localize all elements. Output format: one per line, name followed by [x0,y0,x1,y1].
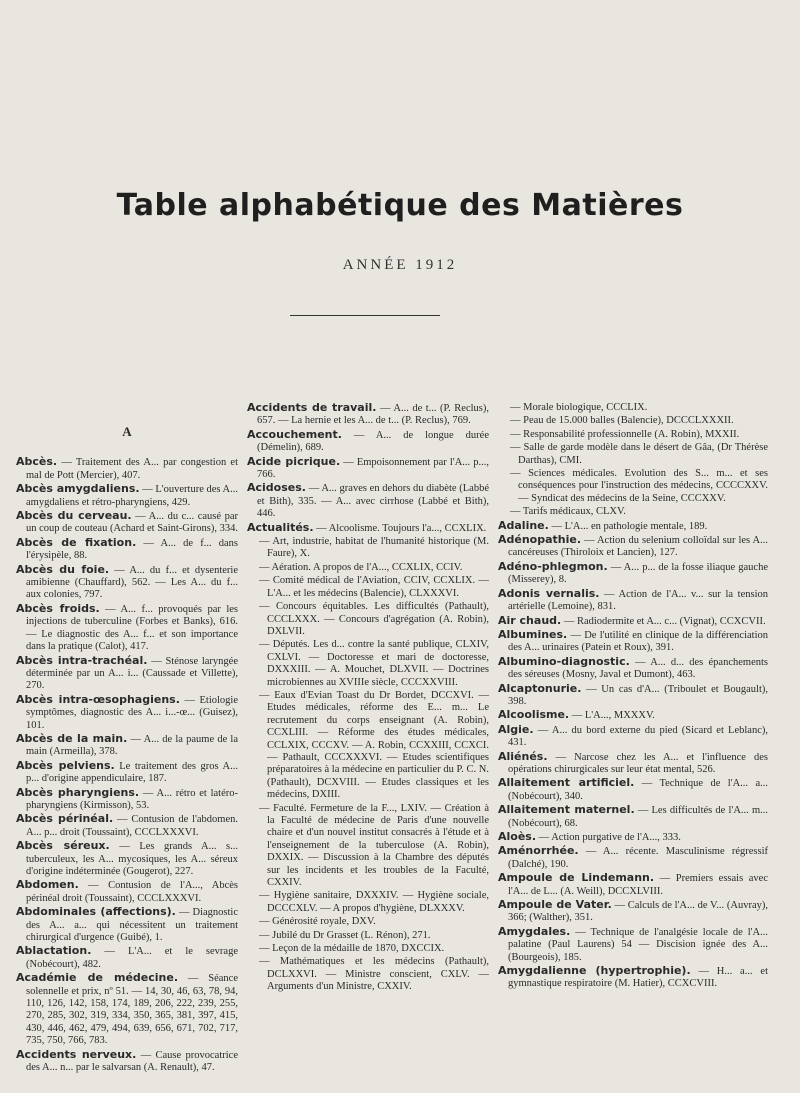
index-entry [16,456,238,482]
entry-body: — De l'utilité en clinique de la différenciation des A... urinaires (Patein et Roux), 391. [508,629,768,654]
index-entry [247,429,489,455]
index-entry [16,787,238,813]
entry-heading: Alcoolisme. [498,708,570,722]
index-entry [16,733,238,759]
entry-body: — Traitement des A... par congestion et mal de Pott (Mercier), 407. [26,457,238,481]
entry-heading: Abcès pharyngiens. [16,785,140,799]
entry-body: — A... du bord externe du pied (Sicard et Leblanc), 431. [508,724,768,749]
index-entry [16,813,238,839]
index-entry [498,683,768,709]
index-entry [247,402,489,428]
entry-heading: Abcès intra-œsophagiens. [16,692,180,706]
index-entry [498,709,768,722]
entry-body: — A... d... des épanchements des séreuses (Mosny, Javal et Dumont), 463. [508,656,768,681]
index-entry [16,1049,238,1075]
index-entry [247,456,489,482]
entry-body: — L'A..., MXXXV. [569,710,655,722]
index-entry [16,603,238,654]
index-entry [498,534,768,560]
entry-heading: Abdomen. [16,878,79,892]
entry-body: — Un cas d'A... (Triboulet et Bougault), 398. [508,683,768,707]
index-entry [16,483,238,509]
entry-heading: Abcès. [16,455,58,469]
entry-heading: Air chaud. [498,613,562,627]
index-subentry: — Faculté. Fermeture de la F..., LXIV. — Création à la Faculté de médecine de Paris d'une nouvelle chaire et d'un nouvel institut consacrés à l'étude et à l'enseignement de la tuberculose (A. Robin), DXXIX. — Discussion à la Chambre des députés sur les incidents et les troubles de la Faculté, CXXIV. [259,802,489,889]
entry-heading: Abcès de fixation. [16,535,137,549]
section-letter: A [122,424,132,439]
entry-body: — Premiers essais avec l'A... de L... (A. Weill), DCCXLVIII. [508,873,768,897]
entry-heading: Ampoule de Vater. [498,898,612,912]
entry-heading: Adéno-phlegmon. [498,559,608,573]
index-subentry: — Peau de 15.000 balles (Balencie), DCCCLXXXII. [510,415,734,427]
entry-heading: Accidents de travail. [247,401,377,414]
entry-body: — L'A... en pathologie mentale, 189. [548,520,708,532]
entry-body: — A... du f... et dysenterie amibienne (Chauffard), 562. — Les A... du f... aux colonies, 797. [26,564,238,601]
entry-body: — Action de l'A... v... sur la tension artérielle (Lemoine), 831. [508,588,768,613]
index-entry [498,588,768,614]
index-subentry: — Hygiène sanitaire, DXXXIV. — Hygiène sociale, DCCCXLV. — A propos d'hygiène, DLXXXV. [259,890,489,914]
index-subentry: — Comité médical de l'Aviation, CCIV, CCXLIX. — L'A... et les médecins (Balencie), CLXXXVI. [259,575,489,599]
entry-heading: Abdominales (affections). [16,905,176,919]
entry-heading: Abcès séreux. [16,839,110,853]
entry-body: — Diagnostic des A... a... qui nécessitent un traitement chirurgical d'urgence (Guibé), 1. [26,907,238,944]
entry-heading: Adénopathie. [498,533,582,547]
index-subentry: — Sciences médicales. Evolution des S... m... et ses conséquences pour l'instruction des médecins, CCCCXXV. — Syndicat des médecins de la Seine, CCCXXV. [510,468,768,504]
entry-body: — H... a... et gymnastique respiratoire (M. Hatier), CCXCVIII. [508,966,768,990]
entry-heading: Alcaptonurie. [498,681,582,695]
index-entry [16,945,238,971]
entry-body: — A... graves en dehors du diabète (Labbé et Bith), 335. — A... avec cirrhose (Labbé et Bith), 446. [257,483,489,520]
subentry-list [247,536,489,994]
entry-heading: Abcès froids. [16,601,100,615]
entry-body: — Séance solennelle et prix, nº 51. — 14, 30, 46, 63, 78, 94, 110, 126, 142, 158, 174, 189, 206, 222, 239, 255, 270, 285, 302, 319, 334, 350, 365, 381, 397, 415, 430, 446, 462, 479, 494, 639, 656, 671, 702, 717, 735, 750, 766, 783. [26,973,239,1047]
index-entry [16,760,238,786]
entry-body: — Etiologie symptômes, diagnostic des A... i...-œ... (Guisez), 101. [26,694,238,731]
index-entry [498,845,768,871]
entry-body: — A... rétro et latéro-pharyngiens (Kirmisson), 53. [26,787,238,811]
index-subentry: — Morale biologique, CCCLIX. [510,402,648,413]
index-subentry: — Concours équitables. Les difficultés (Pathault), CCCLXXX. — Concours d'agrégation (A. Robin), DXLVII. [259,601,489,637]
entry-body: — Action du selenium colloïdal sur les A... cancéreuses (Thiroloix et Lancien), 127. [508,535,768,559]
index-entry [498,629,768,655]
index-entry [498,926,768,964]
entry-body: — Action purgative de l'A..., 333. [536,832,681,843]
entry-heading: Abcès du cerveau. [16,509,132,523]
entry-heading: Abcès pelviens. [16,758,115,772]
index-subentry: — Leçon de la médaille de 1870, DXCCIX. [259,943,445,955]
entry-heading: Adaline. [498,518,549,532]
index-entry [16,879,238,905]
entry-heading: Abcès de la main. [16,731,128,745]
index-entry [16,537,238,563]
index-subentry: — Tarifs médicaux, CLXV. [510,506,626,518]
entry-heading: Allaitement maternel. [498,803,635,817]
index-entry [16,694,238,732]
index-subentry: — Aération. A propos de l'A..., CCXLIX, CCIV. [259,561,463,573]
entry-heading: Aloès. [498,830,537,843]
index-entry [498,656,768,682]
entry-heading: Aménorrhée. [498,844,579,858]
entry-body: — Technique de l'analgésie locale de l'A... palatine (Paul Laurens) 54 — Discision ignée des A... (Bourgeois), 185. [508,926,768,963]
index-entry [498,615,768,628]
entry-body: — Contusion de l'A..., Abcès périnéal droit (Toussaint), CCCLXXXVI. [26,880,238,904]
entry-heading: Albumino-diagnostic. [498,654,630,668]
entry-heading: Amygdalienne (hypertrophie). [498,964,691,978]
index-entry [498,804,768,830]
index-subentry: — Eaux d'Evian Toast du Dr Bordet, DCCXVI. — Etudes médicales, réforme des E... m... Le recrutement du corps enseignant (A. Robin), CCXLIII. — Réforme des études médicales, CCLXIX, CCCXV. — A. Robin, CCXXIII, CCXCI. — Pathault, CCCXXXVI. — Etudes scientifiques préparatoires à la médecine en particulier du P. C. N. (Pathault), DCXVIII. — Etudes classiques et les médecins, DXIII. [259,689,489,801]
title-divider [290,315,440,316]
entry-heading: Accouchement. [247,427,342,441]
entry-heading: Allaitement artificiel. [498,776,635,790]
index-subentry: — Responsabilité professionnelle (A. Robin), MXXII. [510,428,740,440]
entry-list [247,402,489,535]
index-entry [498,831,768,844]
entry-body: — Cause provocatrice des A... n... par le salvarsan (A. Renault), 47. [26,1049,238,1074]
index-entry [498,965,768,991]
entry-body: — Sténose laryngée déterminée par un A... i... (Caussade et Villette), 270. [26,655,238,692]
entry-body: — A... de t... (P. Reclus), 657. — La hernie et les A... de t... (P. Reclus), 769. [257,403,489,427]
entry-heading: Albumines. [498,627,568,641]
entry-body: — L'ouverture des A... amygdaliens et rétro-pharyngiens, 429. [26,484,238,508]
index-column-3 [498,402,768,992]
index-entry [247,522,489,535]
entry-heading: Adonis vernalis. [498,586,600,600]
index-entry [498,777,768,803]
index-entry [498,872,768,898]
entry-body: — A... du c... causé par un coup de couteau (Achard et Saint-Girons), 334. [26,511,239,535]
entry-list [498,520,768,991]
entry-body: Le traitement des gros A... p... d'origine appendiculaire, 187. [26,760,238,785]
entry-heading: Académie de médecine. [16,971,179,985]
index-subentry: — Mathématiques et les médecins (Pathault), DCLXXVI. — Ministre conscient, CXLV. — Arguments d'un Ministre, CXXIV. [259,956,489,993]
index-entry [16,510,238,536]
entry-body: — Contusion de l'abdomen. A... p... droit (Toussaint), CCCLXXXVI. [26,814,238,838]
entry-body: — Technique de l'A... a... (Nobécourt), 340. [508,778,768,802]
year-heading: ANNÉE 1912 [342,257,458,273]
entry-body: — Les grands A... s... tuberculeux, les A... mycosiques, les A... séreux d'origine indéterminée (Gougerot), 227. [26,841,238,877]
index-entry [16,840,238,878]
entry-heading: Algie. [498,722,534,736]
entry-body: — A... de la paume de la main (Armeilla), 378. [26,733,239,758]
entry-heading: Abcès du foie. [16,562,110,576]
subentry-list [498,402,768,519]
entry-body: — A... p... de la fosse iliaque gauche (Misserey), 8. [508,561,768,586]
index-entry [498,520,768,533]
entry-body: — L'A... et le sevrage (Nobécourt), 482. [26,946,238,970]
entry-body: — A... de f... dans l'érysipèle, 88. [26,537,238,562]
entry-body: — A... f... provoqués par les injections de tuberculine (Forbes et Banks), 616. — Le diagnostic des A... f... et son importance dans la pratique (Calot), 417. [26,603,238,653]
index-subentry: — Députés. Les d... contre la santé publique, CLXIV, CXLVI. — Doctoresse et mari de doctoresse, DXXXIII. — A. Mouchet, DLXVII. — Doctrines microbiennes au XVIIIe siècle, CCCXXVIII. [259,639,489,688]
entry-body: — Radiodermite et A... c... (Vignat), CCXCVII. [561,615,766,627]
index-entry [498,724,768,750]
index-entry [498,899,768,925]
entry-heading: Aliénés. [498,749,548,763]
entry-heading: Actualités. [247,520,314,534]
entry-body: — A... récente. Masculinisme régressif (Dalché), 190. [508,846,768,870]
entry-list [16,456,238,1074]
index-entry [498,561,768,587]
index-subentry: — Salle de garde modèle dans le désert de Gâa, (Dr Thérèse Darthas), CMI. [510,442,768,466]
entry-body: — Les difficultés de l'A... m... (Nobécourt), 68. [508,805,768,829]
index-entry [498,751,768,777]
entry-heading: Accidents nerveux. [16,1047,137,1061]
entry-body: — Narcose chez les A... et l'influence des opérations chirurgicales sur leur état mental, 526. [508,751,768,775]
index-entry [16,655,238,693]
index-column-2 [247,402,489,995]
index-subentry: — Générosité royale, DXV. [259,916,376,928]
index-entry [16,906,238,944]
entry-heading: Acidoses. [247,481,306,495]
entry-heading: Abcès périnéal. [16,812,114,826]
index-entry [16,564,238,602]
page-title: Table alphabétique des Matières [116,188,684,223]
entry-heading: Ampoule de Lindemann. [498,871,655,885]
index-subentry: — Jubilé du Dr Grasset (L. Rénon), 271. [259,929,431,941]
index-entry [16,972,238,1047]
entry-heading: Ablactation. [16,944,92,958]
entry-body: — Calculs de l'A... de V... (Auvray), 366; (Walther), 351. [508,900,768,924]
entry-heading: Abcès amygdaliens. [16,482,140,496]
index-column-1 [16,402,238,1076]
entry-heading: Amygdales. [498,924,571,938]
entry-body: — Alcoolisme. Toujours l'a..., CCXLIX. [313,522,487,534]
entry-body: — A... de longue durée (Démelin), 689. [257,429,489,454]
index-subentry: — Art, industrie, habitat de l'humanité historique (M. Faure), X. [259,536,489,560]
entry-heading: Abcès intra-trachéal. [16,653,148,667]
index-entry [247,482,489,520]
entry-body: — Empoisonnement par l'A... p..., 766. [257,456,489,481]
entry-heading: Acide picrique. [247,454,341,468]
